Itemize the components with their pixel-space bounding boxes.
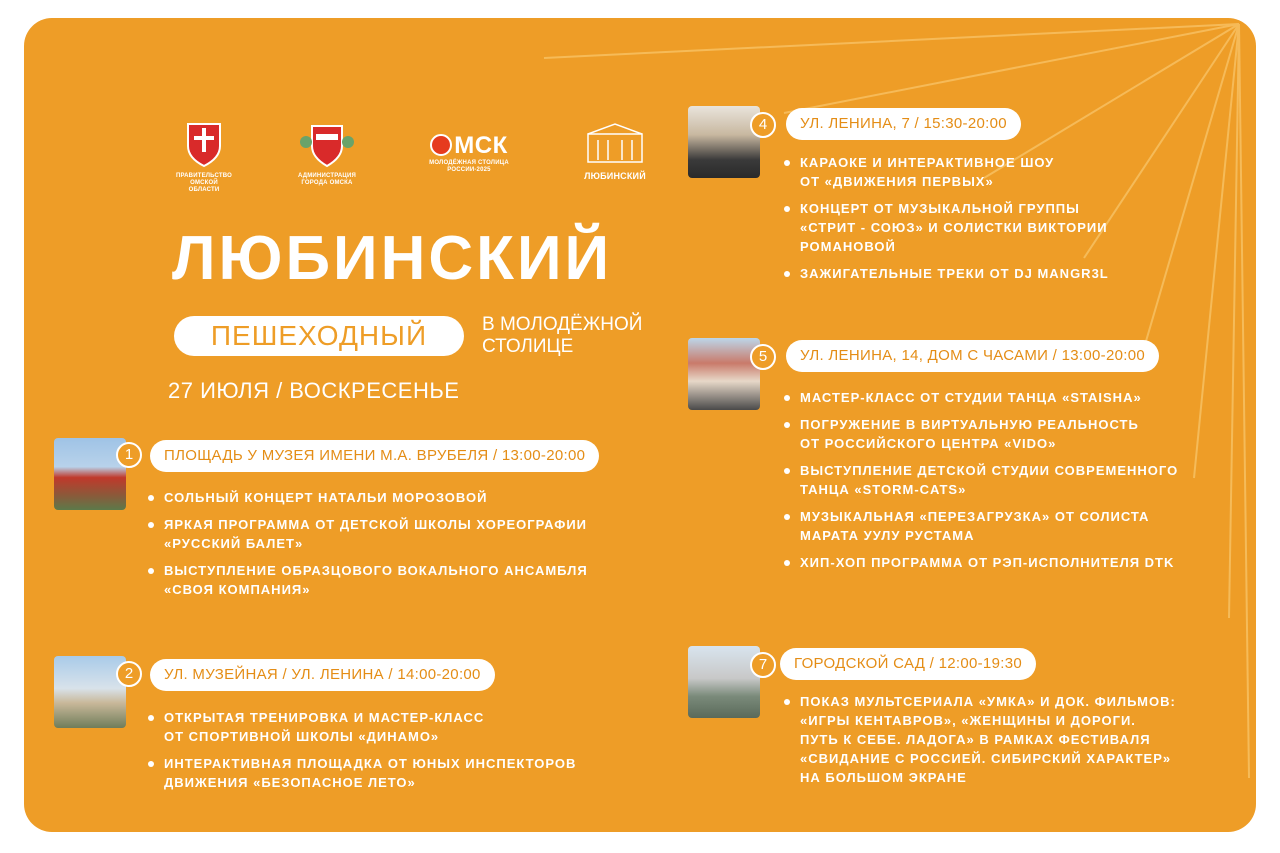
lubinsky-logo (572, 120, 658, 181)
event-date: 27 ИЮЛЯ / ВОСКРЕСЕНЬЕ (168, 378, 460, 403)
partner-logos (174, 120, 664, 200)
activity-item: ХИП-ХОП ПРОГРАММА ОТ РЭП-ИСПОЛНИТЕЛЯ DTK (784, 553, 1244, 572)
coat-of-arms-icon (184, 120, 224, 168)
venue-label: УЛ. ЛЕНИНА, 14, ДОМ С ЧАСАМИ / 13:00-20:00 (786, 340, 1159, 372)
omsk-word: МСК (454, 132, 508, 159)
venue-number-badge: 5 (750, 344, 776, 370)
omsk-caption: МОЛОДЁЖНАЯ СТОЛИЦА РОССИИ-2025 (429, 160, 509, 173)
venue-label: УЛ. ЛЕНИНА, 7 / 15:30-20:00 (786, 108, 1021, 140)
venue-activity-list (148, 488, 668, 607)
venue-label: ГОРОДСКОЙ САД / 12:00-19:30 (780, 648, 1036, 680)
venue-label: УЛ. МУЗЕЙНАЯ / УЛ. ЛЕНИНА / 14:00-20:00 (150, 659, 495, 691)
building-icon (580, 120, 650, 166)
venue-activity-list (784, 692, 1244, 795)
activity-item: ЯРКАЯ ПРОГРАММА ОТ ДЕТСКОЙ ШКОЛЫ ХОРЕОГРАФИИ «РУССКИЙ БАЛЕТ» (148, 515, 668, 553)
city-crest-icon (298, 120, 356, 168)
activity-item: СОЛЬНЫЙ КОНЦЕРТ НАТАЛЬИ МОРОЗОВОЙ (148, 488, 668, 507)
activity-item: МАСТЕР-КЛАСС ОТ СТУДИИ ТАНЦА «STAISHA» (784, 388, 1244, 407)
venue-activity-list (784, 388, 1244, 580)
poster-card (24, 18, 1256, 832)
activity-item: ПОГРУЖЕНИЕ В ВИРТУАЛЬНУЮ РЕАЛЬНОСТЬ ОТ РОССИЙСКОГО ЦЕНТРА «VIDO» (784, 415, 1244, 453)
venue-label: ПЛОЩАДЬ У МУЗЕЯ ИМЕНИ М.А. ВРУБЕЛЯ / 13:00-20:00 (150, 440, 599, 472)
activity-item: ВЫСТУПЛЕНИЕ ОБРАЗЦОВОГО ВОКАЛЬНОГО АНСАМБЛЯ «СВОЯ КОМПАНИЯ» (148, 561, 668, 599)
activity-item: ЗАЖИГАТЕЛЬНЫЕ ТРЕКИ ОТ DJ MANGR3L (784, 264, 1224, 283)
city-admin-caption: АДМИНИСТРАЦИЯ ГОРОДА ОМСКА (297, 173, 357, 186)
venue-photo (688, 106, 760, 178)
gov-region-logo (174, 120, 234, 194)
venue-photo (54, 656, 126, 728)
page-title: ЛЮБИНСКИЙ (172, 224, 613, 293)
venue-activity-list (784, 153, 1224, 291)
omsk-youth-capital-logo (414, 132, 524, 174)
omsk-o-icon (430, 134, 452, 156)
activity-item: ВЫСТУПЛЕНИЕ ДЕТСКОЙ СТУДИИ СОВРЕМЕННОГО ТАНЦА «STORM-CATS» (784, 461, 1244, 499)
venue-number-badge: 7 (750, 652, 776, 678)
activity-item: ПОКАЗ МУЛЬТСЕРИАЛА «УМКА» И ДОК. ФИЛЬМОВ: «ИГРЫ КЕНТАВРОВ», «ЖЕНЩИНЫ И ДОРОГИ. ПУТЬ К СЕБЕ. ЛАДОГА» В РАМКАХ ФЕСТИВАЛЯ «СВИДАНИЕ С РОССИЕЙ. СИБИРСКИЙ ХАРАКТЕР» НА БОЛЬШОМ ЭКРАНЕ (784, 692, 1244, 787)
venue-number-badge: 4 (750, 112, 776, 138)
activity-item: ИНТЕРАКТИВНАЯ ПЛОЩАДКА ОТ ЮНЫХ ИНСПЕКТОРОВ ДВИЖЕНИЯ «БЕЗОПАСНОЕ ЛЕТО» (148, 754, 668, 792)
activity-item: КОНЦЕРТ ОТ МУЗЫКАЛЬНОЙ ГРУППЫ «СТРИТ - СОЮЗ» И СОЛИСТКИ ВИКТОРИИ РОМАНОВОЙ (784, 199, 1224, 256)
title-pill: ПЕШЕХОДНЫЙ (174, 316, 464, 356)
activity-item: ОТКРЫТАЯ ТРЕНИРОВКА И МАСТЕР-КЛАСС ОТ СПОРТИВНОЙ ШКОЛЫ «ДИНАМО» (148, 708, 668, 746)
activity-item: МУЗЫКАЛЬНАЯ «ПЕРЕЗАГРУЗКА» ОТ СОЛИСТА МАРАТА УУЛУ РУСТАМА (784, 507, 1244, 545)
activity-item: КАРАОКЕ И ИНТЕРАКТИВНОЕ ШОУ ОТ «ДВИЖЕНИЯ ПЕРВЫХ» (784, 153, 1224, 191)
subtitle: В МОЛОДЁЖНОЙ СТОЛИЦЕ (482, 314, 643, 357)
venue-photo (688, 646, 760, 718)
gov-region-caption: ПРАВИТЕЛЬСТВО ОМСКОЙ ОБЛАСТИ (175, 173, 233, 193)
venue-photo (688, 338, 760, 410)
venue-number-badge: 2 (116, 661, 142, 687)
venue-number-badge: 1 (116, 442, 142, 468)
lubinsky-logo-word: ЛЮБИНСКИЙ (584, 171, 646, 181)
city-admin-logo (292, 120, 362, 187)
venue-photo (54, 438, 126, 510)
venue-activity-list (148, 708, 668, 800)
